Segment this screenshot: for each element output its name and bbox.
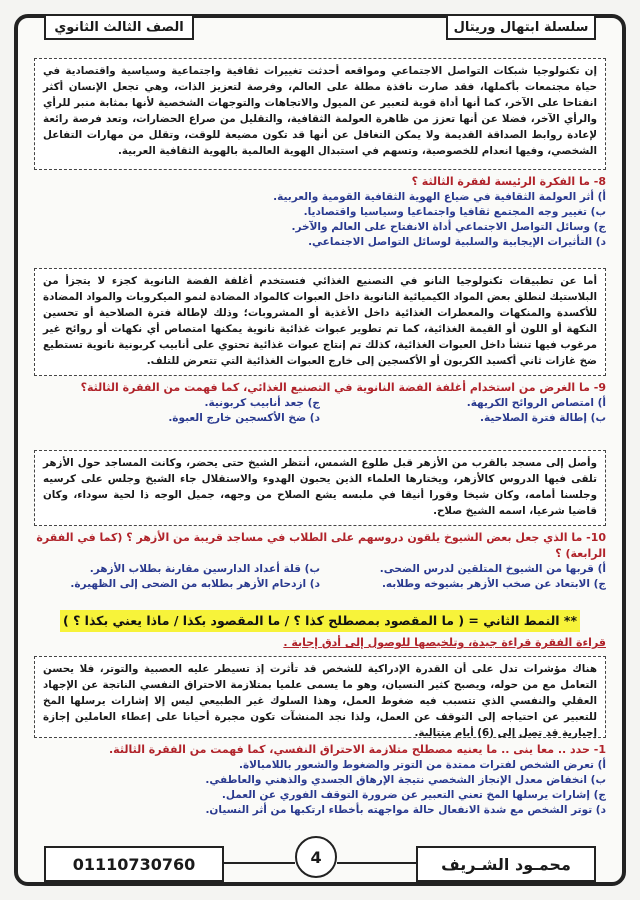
question-title: 9- ما الغرض من استخدام أغلفة الفضة النانوية في التصنيع الغذائي، كما فهمت من الفقرة الثالثة؟ — [80, 381, 606, 394]
question-10 — [34, 530, 606, 592]
author-name: محمـود الشـريف — [441, 854, 571, 874]
question-title: 8- ما الفكرة الرئيسة لفقرة الثالثة ؟ — [411, 175, 606, 188]
question-title: 10- ما الذي جعل بعض الشيوخ يلقون دروسهم على الطلاب في مساجد قريبة من الأزهر ؟ (كما في الفقرة الرابعة) ؟ — [36, 531, 606, 560]
author-box — [416, 846, 596, 882]
option-a[interactable]: أ) تعرض الشخص لفترات ممتدة من التوتر والضغوط والشعور باللامبالاة. — [238, 759, 606, 771]
option-a[interactable]: أ) امتصاص الروائح الكريهة. — [466, 397, 606, 409]
option-b[interactable]: ب) انخفاض معدل الإنجاز الشخصي نتيجة الإرهاق الجسدي والذهني والعاطفي. — [205, 774, 606, 786]
question-9 — [34, 380, 606, 426]
phone-box — [44, 846, 224, 882]
option-b[interactable]: ب) إطالة فترة الصلاحية. — [479, 412, 606, 424]
page-number-value: 4 — [310, 847, 322, 867]
passage-burnout — [34, 656, 606, 738]
series-name-box — [446, 14, 596, 40]
option-d[interactable]: د) ضخ الأكسجين خارج العبوة. — [168, 412, 320, 424]
footer-divider-left — [224, 862, 295, 864]
passage-text: هناك مؤشرات تدل على أن القدرة الإدراكية للشخص قد تأثرت إذ تسيطر عليه العصبية والتوتر، فلا يحسن التعامل مع من حوله، ويصبح كثير النسيان، وهو ما يسمى علميا بمتلازمة الاحتراق النفسي الناتجة عن الإجهاد العقلي والنفسي الذي تتسبب فيه ضغوط العمل، وهذا السلوك غير الطبيعي ليس إلا إشارات يرسلها المخ للتعبير عن احتياجه إلى التوقف عن العمل، ولذا نجد المنشآت تكون مجبرة أحيانا على إعطاء العاملين إجازة إجبارية قد تصل إلى (6) أيام متتالية. — [43, 663, 597, 739]
passage-azhar — [34, 450, 606, 526]
option-c[interactable]: ج) جعد أنابيب كربونية. — [204, 397, 320, 409]
series-name: سلسلة ابتهال وريتال — [453, 19, 589, 35]
option-c[interactable]: ج) إشارات يرسلها المخ تعني التعبير عن ضرورة التوقف الفوري عن العمل. — [221, 789, 606, 801]
question-8 — [34, 174, 606, 250]
option-b[interactable]: ب) تغيير وجه المجتمع ثقافيا واجتماعيا وسياسيا واقتصاديا. — [303, 206, 606, 218]
passage-text: إن تكنولوجيا شبكات التواصل الاجتماعي ومواقعه أحدثت تغييرات ثقافية واجتماعية وسياسية واقتصادية في حياة مجتمعات بأكملها، فقد صارت نافذة مطلة على العالم، وفرصة لتعزيز الذات، وهي تجعل الإنسان أكثر انفتاحا على الآخر، كما أنها أداة قوية لتعبير عن الميول والاتجاهات والتوجهات الشخصية لأنها بمثابة منبر للرأي والرأي الآخر، فضلا عن أنها تعزز من ظاهرة العولمة الثقافية، والتقليل من صراع الحضارات، وتعد فرصة رائعة لإعادة روابط الصداقة القديمة ولا يمكن التغافل عن أنها قد تكون مضيعة للوقت، وتقلل من مهارات التفاعل الشخصي، وفيها انعدام للخصوصية، وتسهم في استبدال الهوية العالمية بالهوية الثقافية العربية. — [43, 65, 597, 157]
grade-box — [44, 14, 194, 40]
option-d[interactable]: د) التأثيرات الإيجابية والسلبية لوسائل التواصل الاجتماعي. — [308, 236, 606, 248]
section-instruction: قراءة الفقرة قراءة جيدة، وتلخيصها للوصول إلى أدق إجابة . — [283, 636, 606, 649]
phone-number: 01110730760 — [72, 854, 196, 874]
passage-nano — [34, 268, 606, 376]
page-number — [295, 836, 337, 878]
passage-text: أما عن تطبيقات تكنولوجيا النانو في التصنيع الغذائي فتستخدم أغلفة الفضة النانوية كجزء لا يتجزأ من البلاستيك لنطلق بعض المواد الكيميائية النانوية داخل العبوات كالمواد المضادة لنمو الميكروبات والمواد المضادة للأكسدة والمنكهات والمعطرات الغذائية داخل الأغذية أو المشروبات؛ وذلك لإطالة فترة الصلاحية أو تحسين النكهة أو اللون أو القيمة الغذائية، كما تم تطوير عبوات غذائية نانوية يمكنها امتصاص أي نكهات أو روائح غير مرغوب فيها تنشأ داخل العبوات الغذائية، كذلك تم إنتاج عبوات غذائية تحتوي على أنابيب كربونية نانوية تستطيع ضخ غازات ثاني أكسيد الكربون أو الأكسجين إلى خارج العبوات الغذائية التي تتعرض للتلف. — [43, 275, 597, 367]
option-a[interactable]: أ) قربها من الشيوخ المتلقين لدرس الضحى. — [379, 563, 606, 575]
section-heading: ** النمط الثاني = ( ما المقصود بمصطلح كذا ؟ / ما المقصود بكذا / ماذا يعني بكذا ؟ ) — [60, 610, 580, 632]
option-d[interactable]: د) ازدحام الأزهر بطلابه من الضحى إلى الظهيرة. — [70, 578, 320, 590]
footer-divider-right — [337, 862, 416, 864]
option-c[interactable]: ج) الابتعاد عن صخب الأزهر بشيوخه وطلابه. — [381, 578, 606, 590]
question-1 — [34, 742, 606, 818]
passage-text: وأصل إلى مسجد بالقرب من الأزهر قبل طلوع الشمس، أنتظر الشيخ حتى يحضر، وكانت المساجد حول الأزهر تلقى فيها الدروس كالأزهر، ويختارها العلماء الذين يحبون الهدوء والاستقلال جاء الشيخ وجلس على كرسيه وجلسنا أمامه، وكان شيخا وقورا أنيقا في ملبسه يشع الصلاح من وجهه، جميل الوجه ذا لحية سوداء، وكان قاضيا شرعيا، اسمه الشيخ صلاح. — [43, 457, 597, 517]
option-d[interactable]: د) توتر الشخص مع شدة الانفعال حالة مواجهته بأخطاء ارتكبها من أثر النسيان. — [205, 804, 606, 816]
option-c[interactable]: ج) وسائل التواصل الاجتماعي أداة الانفتاح على العالم والآخر. — [291, 221, 606, 233]
passage-social-media — [34, 58, 606, 170]
grade-label: الصف الثالث الثانوي — [54, 19, 184, 35]
option-a[interactable]: أ) أثر العولمة الثقافية في ضياع الهوية الثقافية القومية والعربية. — [273, 191, 606, 203]
question-title: 1- حدد .. معا ينى .. ما يعنيه مصطلح متلازمة الاحتراق النفسي، كما فهمت من الفقرة الثالثة. — [108, 743, 606, 756]
option-b[interactable]: ب) قلة أعداد الدارسين مقارنة بطلاب الأزهر. — [89, 563, 320, 575]
